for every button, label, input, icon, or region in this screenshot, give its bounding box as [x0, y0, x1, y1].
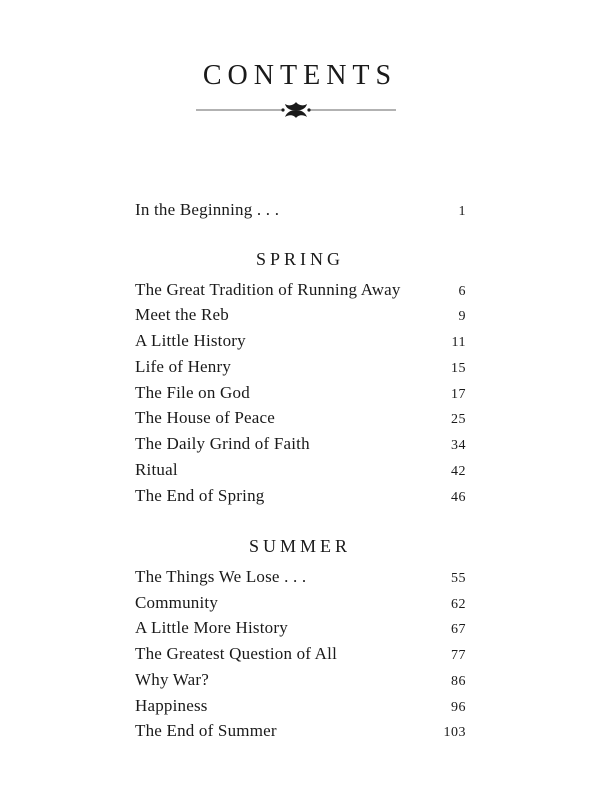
toc-entry-label: The Things We Lose . . . [135, 567, 307, 586]
toc-entry-label: The Greatest Question of All [135, 644, 337, 663]
toc-entry[interactable] [135, 331, 466, 351]
toc-entry[interactable] [135, 696, 466, 716]
toc-entry[interactable] [135, 357, 466, 377]
toc-entry[interactable] [135, 486, 466, 506]
toc-entry-label: A Little More History [135, 618, 288, 637]
toc-entry-label: The File on God [135, 383, 250, 402]
toc-entry-label: The End of Summer [135, 721, 277, 740]
toc-entry-page: 86 [451, 674, 466, 689]
toc-entry-label: Ritual [135, 460, 178, 479]
toc-entry-page: 46 [451, 490, 466, 505]
toc-entry-label: The Daily Grind of Faith [135, 434, 310, 453]
toc-entry[interactable] [135, 593, 466, 613]
page-title: CONTENTS [202, 60, 398, 91]
toc-entry-label: The End of Spring [135, 486, 265, 505]
toc-entry-page: 9 [458, 309, 466, 324]
toc-entry-label: Life of Henry [135, 357, 232, 376]
toc-entry-page: 96 [451, 700, 466, 715]
toc-entry-label: Community [135, 593, 219, 612]
toc-entry[interactable] [135, 670, 466, 690]
toc-entry[interactable] [135, 460, 466, 480]
toc-entry-intro[interactable] [135, 200, 466, 220]
toc-entry[interactable] [135, 383, 466, 403]
toc-entry[interactable] [135, 280, 466, 300]
toc-entry-page: 6 [458, 284, 466, 299]
toc-entry-label: Meet the Reb [135, 305, 229, 324]
toc-entry-label: Why War? [135, 670, 210, 689]
toc-entry-label: The House of Peace [135, 408, 276, 427]
toc-entry-page: 1 [458, 204, 466, 219]
toc-entry-page: 77 [451, 648, 466, 663]
toc-entry-page: 42 [451, 464, 466, 479]
toc-entry[interactable] [135, 618, 466, 638]
toc-entry-label: Happiness [135, 696, 208, 715]
toc-entry-label: A Little History [135, 331, 246, 350]
toc-entry-label: The Great Tradition of Running Away [135, 280, 401, 299]
toc-entry-page: 103 [443, 725, 466, 740]
toc-entry[interactable] [135, 644, 466, 664]
section-heading-spring: SPRING [255, 249, 345, 269]
toc-entry[interactable] [135, 434, 466, 454]
toc-entry-page: 15 [451, 361, 466, 376]
toc-entry-page: 34 [451, 438, 466, 453]
toc-entry-page: 62 [451, 597, 466, 612]
toc-entry[interactable] [135, 721, 466, 741]
section-heading-summer: SUMMER [248, 536, 352, 556]
toc-entry-page: 25 [451, 412, 466, 427]
toc-entry-page: 17 [451, 387, 466, 402]
fleuron-divider-icon [196, 98, 396, 122]
toc-entry-page: 55 [451, 571, 466, 586]
toc-entry-page: 11 [451, 335, 466, 350]
toc-entry[interactable] [135, 567, 466, 587]
toc-entry[interactable] [135, 408, 466, 428]
toc-entry-page: 67 [451, 622, 466, 637]
toc-entry[interactable] [135, 305, 466, 325]
toc-entry-label: In the Beginning . . . [135, 200, 280, 219]
